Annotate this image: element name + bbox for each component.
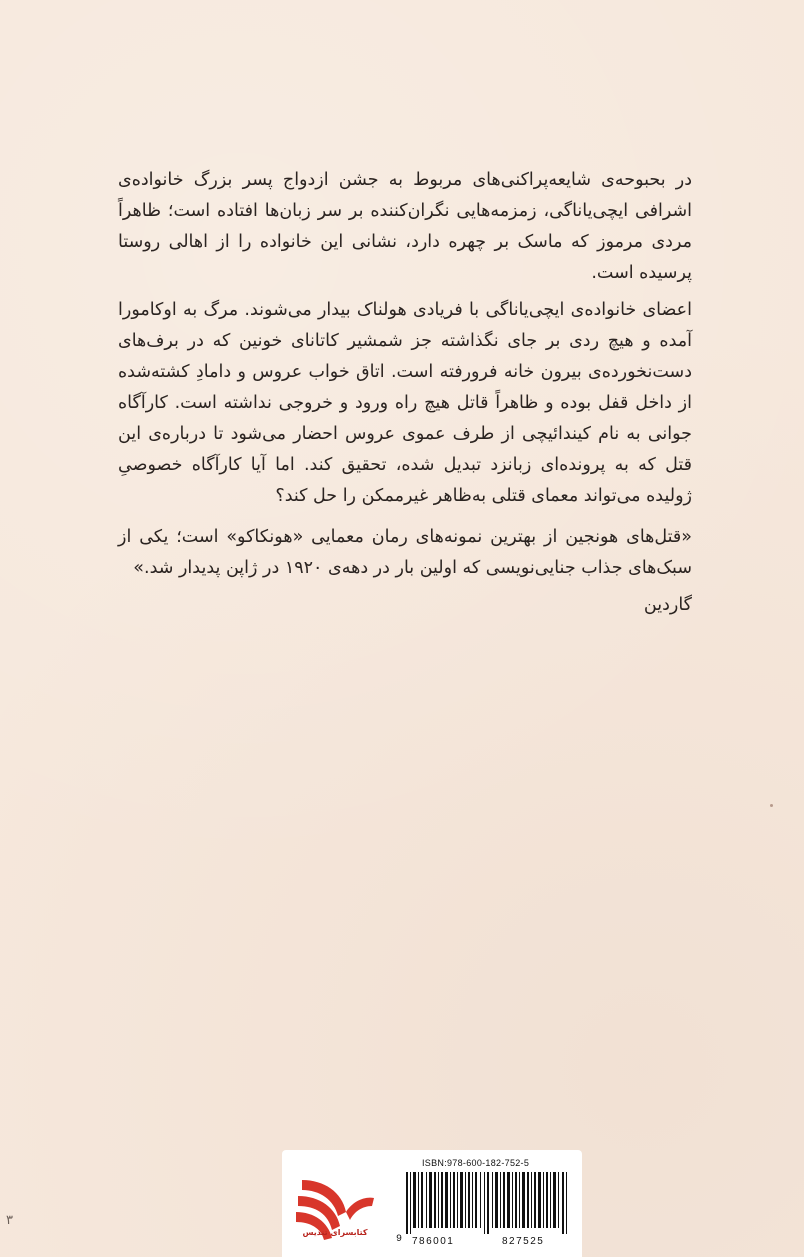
paper-speck [770,804,773,807]
blurb-paragraph-1: در بحبوحه‌ی شایعه‌پراکنی‌های مربوط به جشن ازدواج پسر بزرگ خانواده‌ی اشرافی ایچی‌یاناگی، زمزمه‌هایی نگران‌کننده بر سر زبان‌ها افتاده است؛ ظاهراً مردی مرموز که ماسک بر چهره دارد، نشانی این خانواده را از اهالی روستا پرسیده است. [118,170,692,283]
barcode-panel [282,1150,582,1257]
barcode-digits-right: 827525 [502,1236,545,1247]
barcode-digits-left: 786001 [412,1236,455,1247]
review-quote: «قتل‌های هونجین از بهترین نمونه‌های رمان معمایی «هونکاکو» است؛ یکی از سبک‌های جذاب جنایی‌نویسی که اولین بار در دهه‌ی ۱۹۲۰ در ژاپن پدیدار شد.» [118,527,692,578]
blurb-paragraph-2: اعضای خانواده‌ی ایچی‌یاناگی با فریادی هولناک بیدار می‌شوند. مرگ به اوکامورا آمده و هیچ ردی بر جای نگذاشته جز شمشیر کاتانای خونین که در برف‌های دست‌نخورده‌ی بیرون خانه فرورفته است. اتاق خواب عروس و دامادِ کشته‌شده از داخل قفل بوده و ظاهراً قاتل هیچ راه ورود و خروجی نداشته است. کارآگاه جوانی به نام کیندائیچی از طرف عموی عروس احضار می‌شود تا درباره‌ی این قتل که به پرونده‌ای زبانزد تبدیل شده، تحقیق کند. اما آیا کارآگاه خصوصیِ ژولیده می‌تواند معمای قتلی به‌ظاهر غیرممکن را حل کند؟ [118,300,692,506]
publisher-name: کتابسرای تندیس [302,1228,368,1237]
isbn-label: ISBN:978-600-182-752-5 [422,1158,530,1168]
barcode-lead-digit: 9 [396,1234,403,1245]
blurb-text [118,165,692,627]
barcode-icon [396,1172,578,1234]
page-number: ۳ [6,1213,13,1228]
quote-attribution: گاردین [643,595,692,615]
publisher-logo-icon [294,1172,376,1250]
